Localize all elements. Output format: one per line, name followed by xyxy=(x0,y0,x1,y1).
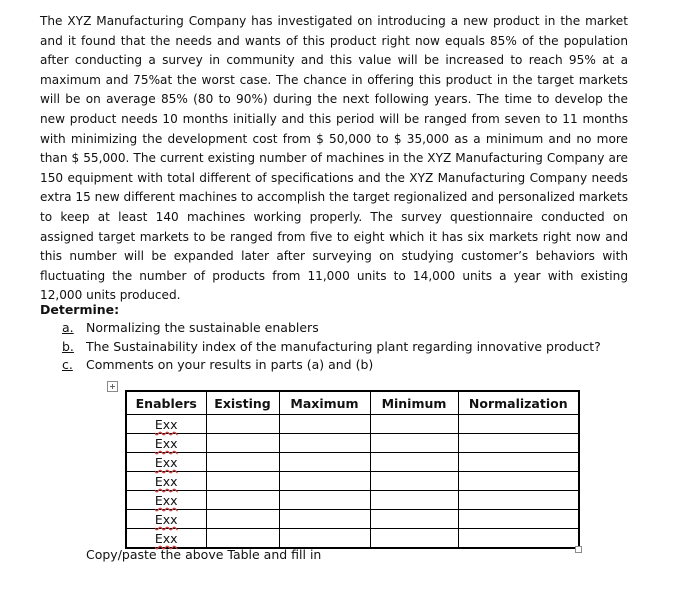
normalization-cell[interactable] xyxy=(458,491,579,510)
maximum-cell[interactable] xyxy=(279,453,370,472)
normalization-cell[interactable] xyxy=(458,415,579,434)
item-text: Normalizing the sustainable enablers xyxy=(86,320,319,335)
header-existing: Existing xyxy=(206,391,279,415)
enabler-label: Exx xyxy=(154,435,178,451)
enabler-label: Exx xyxy=(154,416,178,432)
list-item xyxy=(62,356,601,375)
enabler-label: Exx xyxy=(154,473,178,489)
existing-cell[interactable] xyxy=(206,434,279,453)
table-row xyxy=(126,510,579,529)
normalization-cell[interactable] xyxy=(458,453,579,472)
existing-cell[interactable] xyxy=(206,529,279,549)
normalization-cell[interactable] xyxy=(458,434,579,453)
minimum-cell[interactable] xyxy=(370,434,458,453)
list-item xyxy=(62,319,601,338)
enabler-cell[interactable] xyxy=(126,491,206,510)
minimum-cell[interactable] xyxy=(370,510,458,529)
item-letter: a. xyxy=(62,320,74,335)
header-maximum: Maximum xyxy=(279,391,370,415)
enabler-cell[interactable] xyxy=(126,510,206,529)
minimum-cell[interactable] xyxy=(370,472,458,491)
list-item xyxy=(62,338,601,357)
item-text: The Sustainability index of the manufacturing plant regarding innovative product? xyxy=(86,338,601,354)
problem-paragraph: The XYZ Manufacturing Company has investigated on introducing a new product in the market and it found that the needs and wants of this product right now equals 85% of the population after conducting a survey in community and this value will be increased to reach 95% at a maximum and 75%at the worst case. The chance in offering this product in the target markets will be on average 85% (80 to 90%) during the next following years. The time to develop the new product needs 10 months initially and this period will be ranged from seven to 11 months with minimizing the development cost from $ 50,000 to $ 35,000 as a minimum and no more than $ 55,000. The current existing number of machines in the XYZ Manufacturing Company are 150 equipment with total different of specifications and the XYZ Manufacturing Company needs extra 15 new different machines to accomplish the target regionalized and personalized markets to keep at least 140 machines working properly. The survey questionnaire conducted on assigned target markets to be ranged from five to eight which it has six markets right now and this number will be expanded later after surveying on studying customer’s behaviors with fluctuating the number of products from 11,000 units to 14,000 units a year with existing 12,000 units produced. xyxy=(40,14,628,303)
enabler-label: Exx xyxy=(154,511,178,527)
normalization-cell[interactable] xyxy=(458,529,579,549)
minimum-cell[interactable] xyxy=(370,415,458,434)
normalization-cell[interactable] xyxy=(458,472,579,491)
header-enablers: Enablers xyxy=(126,391,206,415)
maximum-cell[interactable] xyxy=(279,510,370,529)
maximum-cell[interactable] xyxy=(279,434,370,453)
header-minimum: Minimum xyxy=(370,391,458,415)
enabler-label: Exx xyxy=(154,530,178,546)
question-list xyxy=(62,319,601,375)
existing-cell[interactable] xyxy=(206,453,279,472)
determine-heading: Determine: xyxy=(40,302,120,317)
table-header-row xyxy=(126,391,579,415)
enablers-table[interactable] xyxy=(125,390,580,549)
table-row xyxy=(126,491,579,510)
table-resize-handle-icon[interactable] xyxy=(575,546,582,553)
enabler-cell[interactable] xyxy=(126,472,206,491)
maximum-cell[interactable] xyxy=(279,472,370,491)
maximum-cell[interactable] xyxy=(279,415,370,434)
maximum-cell[interactable] xyxy=(279,529,370,549)
table-move-handle-icon[interactable] xyxy=(107,381,118,392)
existing-cell[interactable] xyxy=(206,491,279,510)
existing-cell[interactable] xyxy=(206,472,279,491)
item-text: Comments on your results in parts (a) and (b) xyxy=(86,357,374,372)
header-normalization: Normalization xyxy=(458,391,579,415)
enabler-cell[interactable] xyxy=(126,415,206,434)
maximum-cell[interactable] xyxy=(279,491,370,510)
table-row xyxy=(126,415,579,434)
enabler-cell[interactable] xyxy=(126,453,206,472)
minimum-cell[interactable] xyxy=(370,529,458,549)
minimum-cell[interactable] xyxy=(370,453,458,472)
table-row xyxy=(126,434,579,453)
instruction-text: Copy/paste the above Table and fill in xyxy=(86,547,322,562)
table-row xyxy=(126,453,579,472)
enabler-label: Exx xyxy=(154,492,178,508)
table-row xyxy=(126,529,579,549)
item-letter: c. xyxy=(62,357,73,372)
enabler-cell[interactable] xyxy=(126,529,206,549)
existing-cell[interactable] xyxy=(206,415,279,434)
enabler-label: Exx xyxy=(154,454,178,470)
normalization-cell[interactable] xyxy=(458,510,579,529)
enabler-cell[interactable] xyxy=(126,434,206,453)
item-letter: b. xyxy=(62,338,74,354)
minimum-cell[interactable] xyxy=(370,491,458,510)
table-row xyxy=(126,472,579,491)
existing-cell[interactable] xyxy=(206,510,279,529)
